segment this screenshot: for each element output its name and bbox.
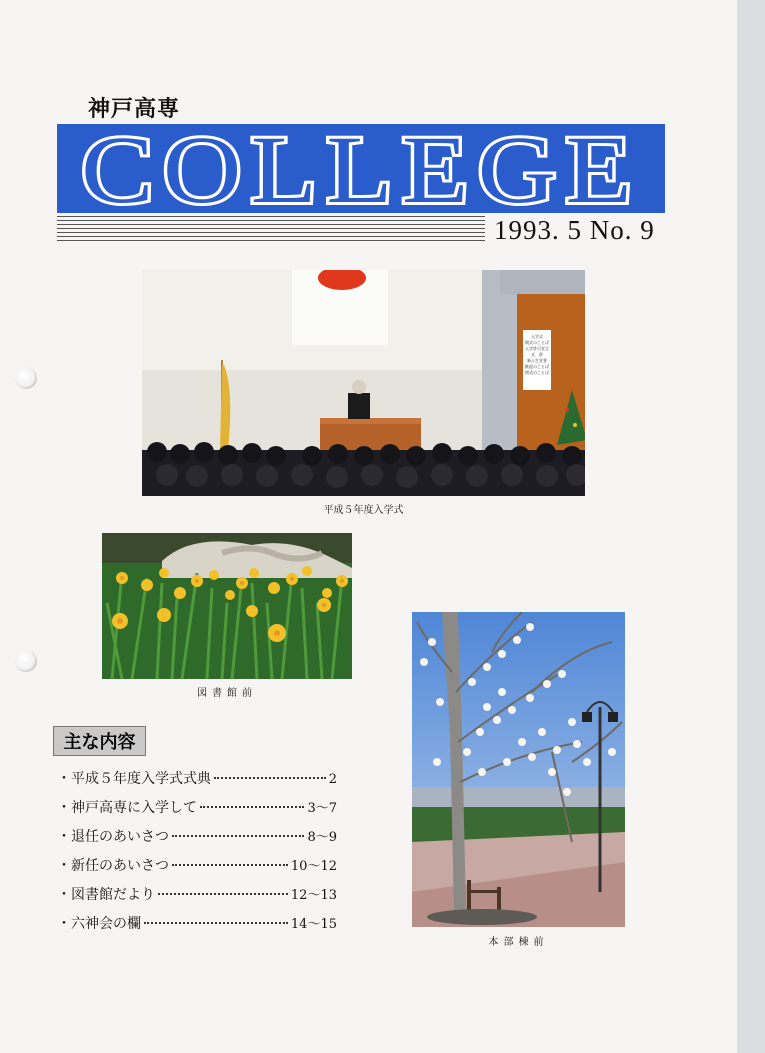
main-building-magnolia-photo xyxy=(412,612,625,927)
binder-hole xyxy=(15,367,37,389)
contents-item[interactable] xyxy=(57,913,337,942)
contents-item-title: ・新任のあいさつ xyxy=(57,858,169,874)
contents-item-title: ・平成５年度入学式式典 xyxy=(57,771,211,787)
leader-dots xyxy=(172,835,304,837)
contents-item-title: ・退任のあいさつ xyxy=(57,829,169,845)
contents-item-page: 14〜15 xyxy=(290,917,337,932)
school-name: 神戸高専 xyxy=(88,97,181,122)
decorative-rules xyxy=(57,216,485,246)
page-edge xyxy=(737,0,765,1053)
contents-item[interactable] xyxy=(57,768,337,797)
main-building-caption: 本部棟前 xyxy=(488,937,549,948)
masthead-text: COLLEGE xyxy=(81,124,641,213)
contents-item-title: ・図書館だより xyxy=(57,887,155,903)
library-caption: 図書館前 xyxy=(197,688,257,699)
leader-dots xyxy=(144,922,288,924)
issue-number: 1993. 5 No. 9 xyxy=(494,215,655,245)
contents-item[interactable] xyxy=(57,884,337,913)
leader-dots xyxy=(158,893,288,895)
contents-list xyxy=(57,768,337,942)
contents-item-page: 8〜9 xyxy=(307,830,337,845)
contents-heading: 主な内容 xyxy=(53,726,146,756)
binder-hole xyxy=(15,650,37,672)
contents-item[interactable] xyxy=(57,855,337,884)
contents-item-page: 2 xyxy=(328,772,337,787)
contents-item-page: 3〜7 xyxy=(307,801,337,816)
contents-item-title: ・六神会の欄 xyxy=(57,916,141,932)
leader-dots xyxy=(200,806,304,808)
contents-item[interactable] xyxy=(57,826,337,855)
contents-item-page: 10〜12 xyxy=(290,859,337,874)
leader-dots xyxy=(214,777,326,779)
contents-item-page: 12〜13 xyxy=(290,888,337,903)
masthead-banner xyxy=(57,124,665,213)
library-daffodils-photo xyxy=(102,533,352,679)
ceremony-program-sign: 入学式 開式のことば 入学許可宣言 式 辞 新入生宣誓 歓迎のことば 閉式のことば xyxy=(525,334,549,375)
entrance-ceremony-photo xyxy=(142,270,585,496)
contents-item[interactable] xyxy=(57,797,337,826)
masthead-title xyxy=(57,124,665,213)
contents-item-title: ・神戸高専に入学して xyxy=(57,800,197,816)
ceremony-caption: 平成５年度入学式 xyxy=(323,505,404,516)
leader-dots xyxy=(172,864,288,866)
